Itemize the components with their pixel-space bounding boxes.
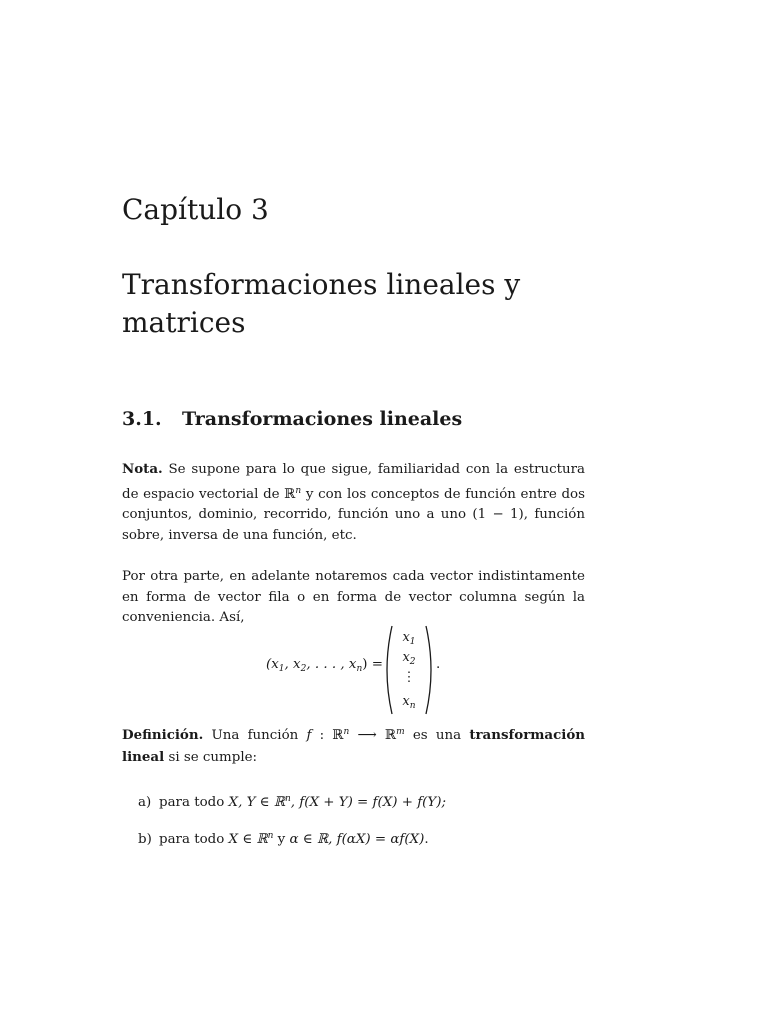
row-vector bbox=[266, 657, 383, 674]
matrix-entry-x2: $x_2$ bbox=[402, 650, 416, 667]
condition-b-exponent: n bbox=[267, 831, 274, 841]
note-lead: Nota. bbox=[122, 461, 163, 477]
matrix-entry-x1: $x_1$ bbox=[402, 630, 416, 647]
condition-a bbox=[138, 789, 446, 813]
function-f: f bbox=[306, 728, 312, 743]
reals-symbol: ℝ bbox=[284, 486, 296, 502]
row-vector-sep-1: , x bbox=[284, 657, 301, 672]
arrow-codomain: ⟶ ℝ bbox=[349, 728, 397, 743]
condition-b-label: b) bbox=[138, 832, 152, 847]
domain-symbol: : ℝ bbox=[311, 728, 344, 743]
subscript-2: 2 bbox=[300, 664, 307, 674]
matrix-entry-xn: $x_n$ bbox=[402, 694, 416, 711]
condition-a-math: X, Y ∈ ℝ bbox=[228, 795, 285, 810]
exponent-n: n bbox=[295, 485, 302, 496]
definition-term: transformación lineal bbox=[122, 727, 586, 765]
condition-b-formula: α ∈ ℝ, f(αX) = αf(X) bbox=[289, 832, 425, 847]
section-heading bbox=[122, 405, 462, 433]
condition-b-pre: para todo bbox=[159, 832, 229, 847]
vector-notation-paragraph: Por otra parte, en adelante notaremos cada vector indistintamente en forma de vector fila o en forma de vector columna según la conveniencia. Así, bbox=[122, 569, 585, 626]
chapter-title: Transformaciones lineales y matrices bbox=[122, 268, 521, 339]
exponent-m: m bbox=[396, 727, 405, 737]
definition-text-3: si se cumple: bbox=[164, 749, 258, 765]
condition-a-exponent: n bbox=[284, 794, 291, 804]
equation-period: . bbox=[436, 657, 441, 672]
definition-text-1: Una función bbox=[203, 728, 307, 743]
vector-equation bbox=[266, 624, 466, 716]
chapter-label: Capítulo 3 bbox=[122, 193, 269, 226]
note-text-2: y con los conceptos de función entre dos conjuntos, dominio, recorrido, función uno a uno (1 − 1), función sobre, inversa de una función, etc. bbox=[122, 486, 585, 543]
row-vector-close: ) = bbox=[362, 657, 383, 672]
condition-b bbox=[138, 826, 429, 850]
column-vector bbox=[384, 624, 434, 716]
condition-b-math: X ∈ ℝ bbox=[228, 832, 268, 847]
note-paragraph bbox=[122, 459, 585, 546]
condition-a-label: a) bbox=[138, 795, 152, 810]
condition-b-period: . bbox=[424, 832, 429, 847]
section-title: Transformaciones lineales bbox=[182, 408, 463, 430]
section-number: 3.1. bbox=[122, 408, 162, 430]
condition-a-pre: para todo bbox=[159, 795, 229, 810]
definition-paragraph bbox=[122, 722, 585, 768]
subscript-n: n bbox=[356, 664, 363, 674]
subscript-1: 1 bbox=[278, 664, 285, 674]
definition-text-2: es una bbox=[404, 728, 470, 743]
definition-lead: Definición. bbox=[122, 727, 204, 743]
condition-a-formula: , f(X + Y) = f(X) + f(Y); bbox=[290, 795, 446, 810]
matrix-entry-vdots: ⋮ bbox=[402, 670, 416, 685]
row-vector-open: (x bbox=[266, 657, 279, 672]
note-text-1: Se supone para lo que sigue, familiaridad con la estructura de espacio vectorial de bbox=[122, 462, 585, 502]
condition-b-mid: y bbox=[273, 832, 290, 847]
exponent-n: n bbox=[343, 727, 350, 737]
row-vector-sep-2: , . . . , x bbox=[306, 657, 357, 672]
